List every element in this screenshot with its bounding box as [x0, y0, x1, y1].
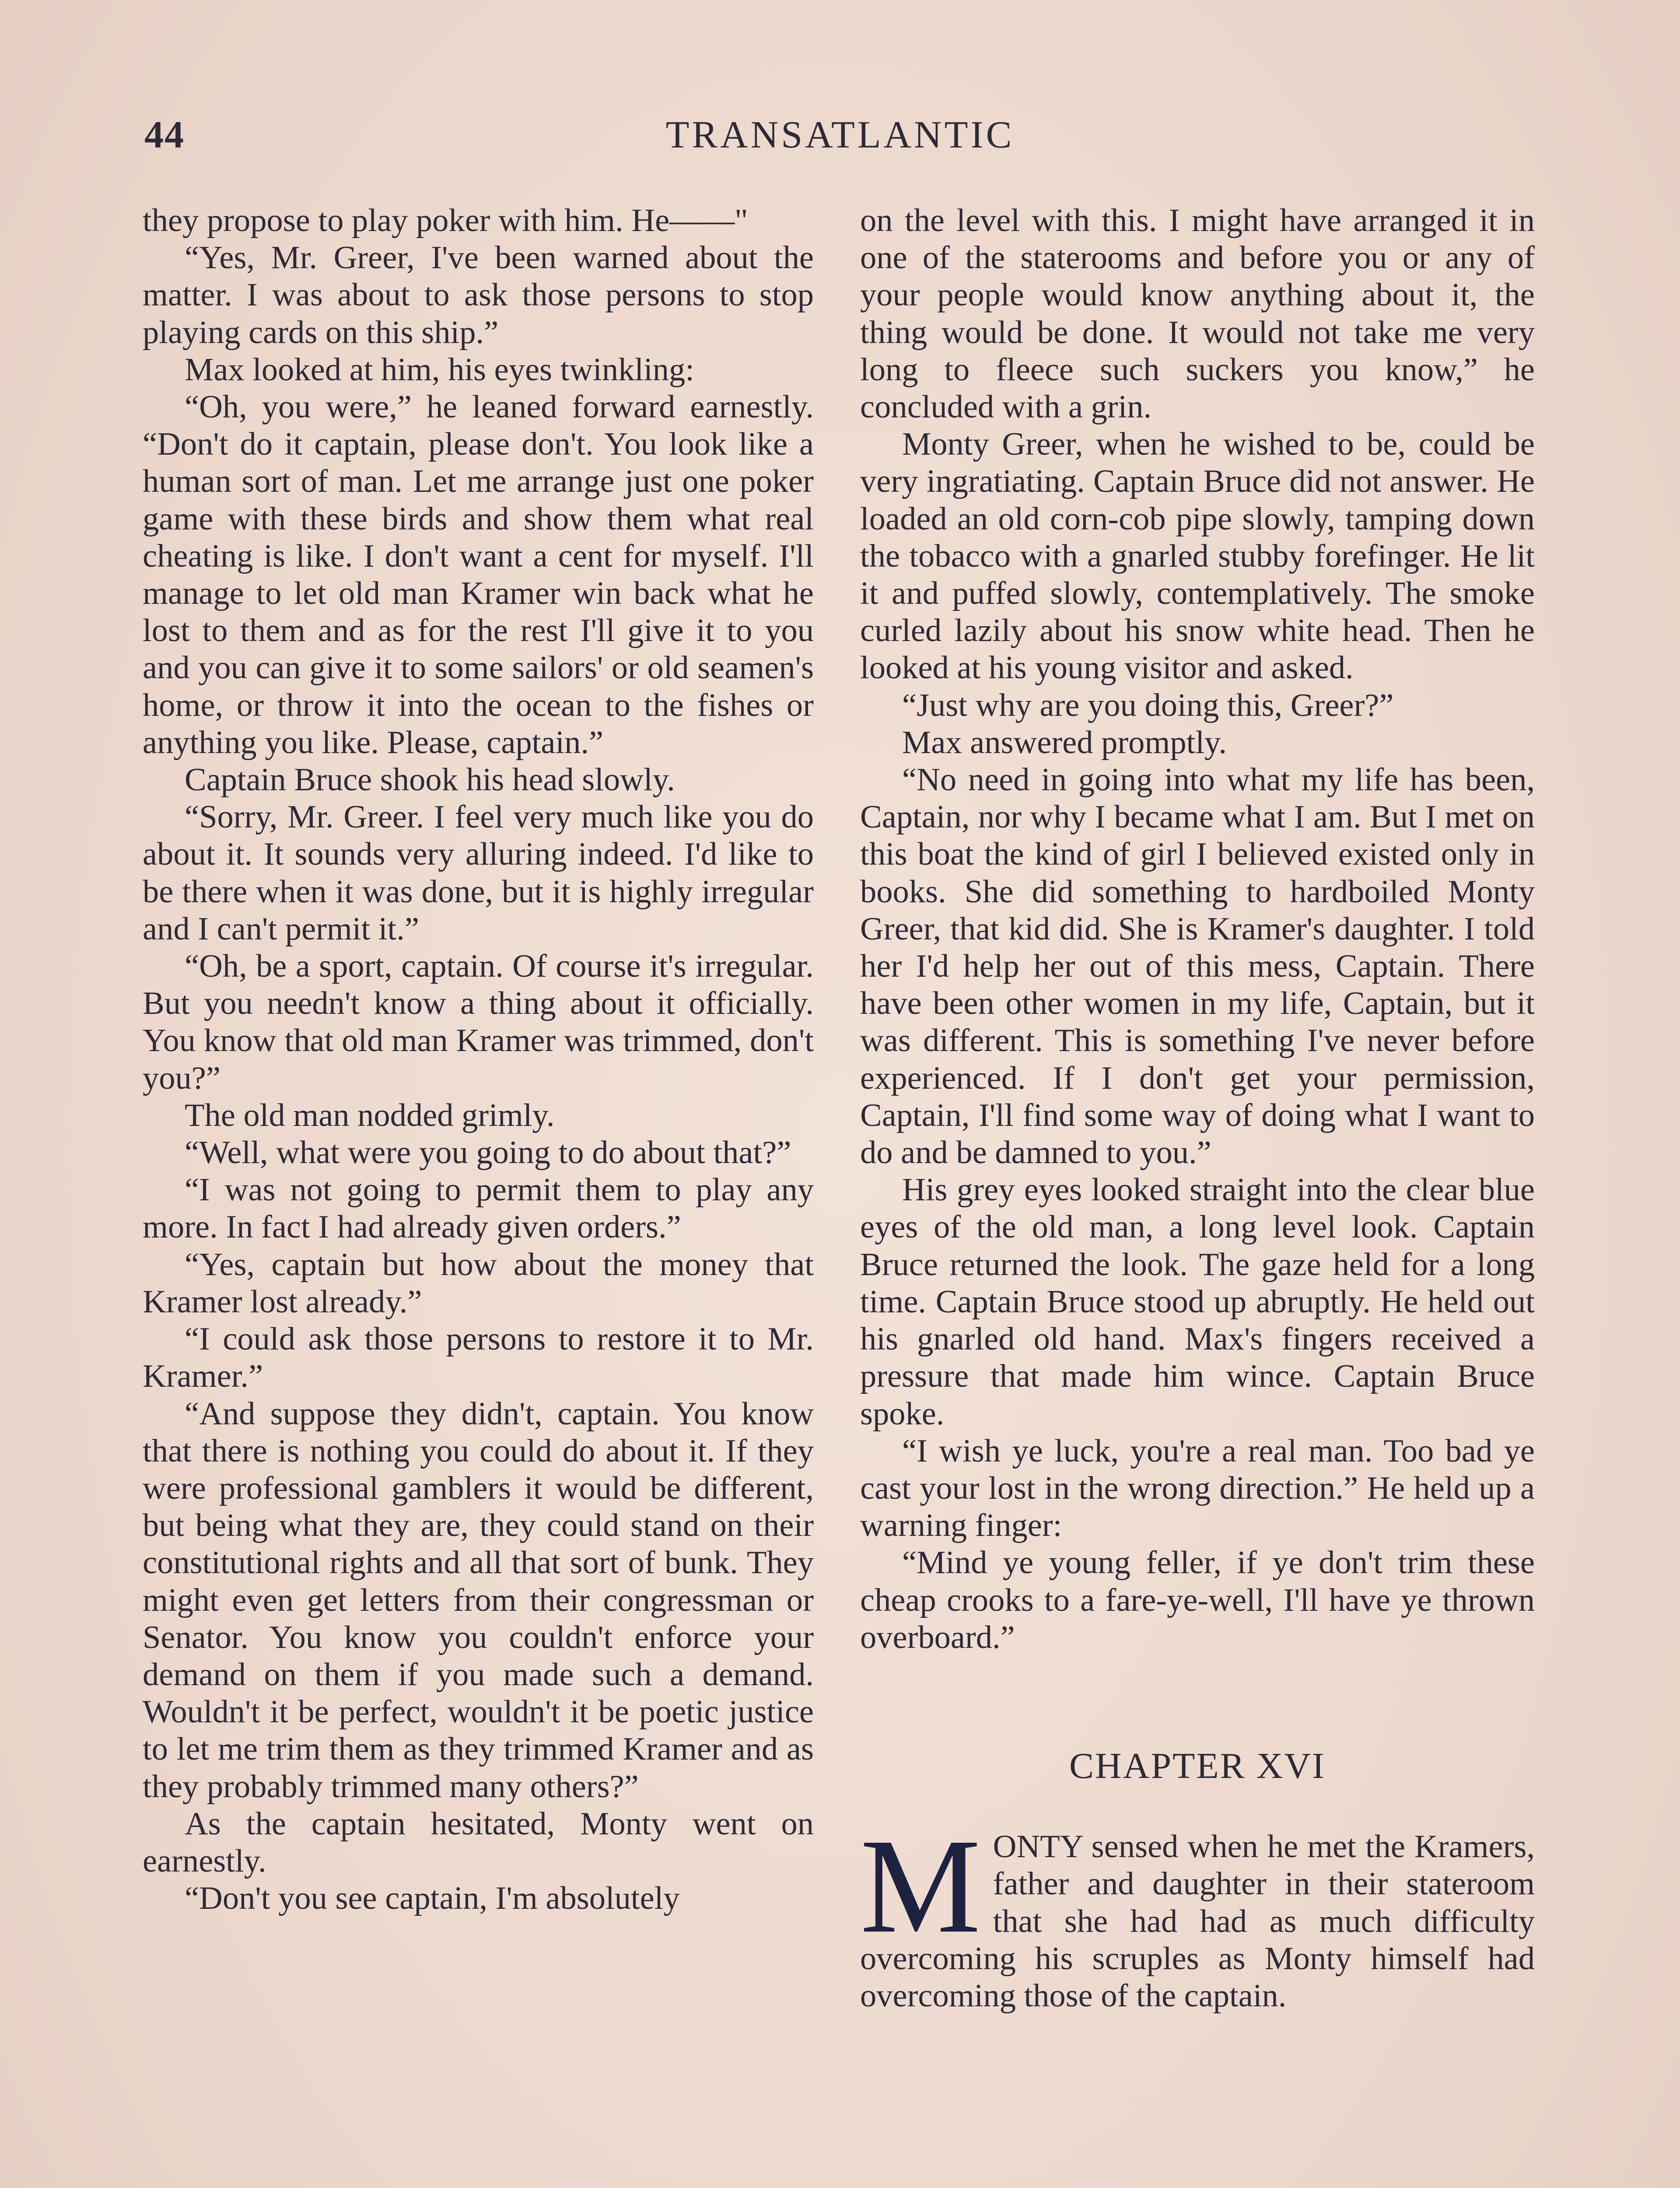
paragraph: “Oh, you were,” he leaned forward earnestly. “Don't do it captain, please don't. You look like a human sort of man. Let me arrange just one poker game with these birds and show them what real cheating is like. I don't want a cent for myself. I'll manage to let old man Kramer win back what he lost to them and as for the rest I'll give it to you and you can give it to some sailors' or old seamen's home, or throw it into the ocean to the fishes or anything you like. Please, captain.” [143, 389, 814, 761]
page-header [144, 113, 1536, 165]
paragraph: they propose to play poker with him. He——" [143, 203, 748, 238]
paragraph: “Sorry, Mr. Greer. I feel very much like you do about it. It sounds very alluring indeed. I'd like to be there when it was done, but it is highly irregular and I can't permit it.” [143, 799, 814, 947]
paragraph: “Don't you see captain, I'm absolutely [185, 1880, 680, 1917]
running-head: TRANSATLANTIC [665, 114, 1015, 156]
paragraph: Max looked at him, his eyes twinkling: [185, 351, 694, 388]
chapter-heading: CHAPTER XVI [1069, 1745, 1326, 1786]
paragraph: “No need in going into what my life has been, Captain, nor why I became what I am. But I met on this boat the kind of girl I believed existed only in books. She did something to hardboiled Monty Greer, that kid did. She is Kramer's daughter. I told her I'd help her out of this mess, Captain. There have been other women in my life, Captain, but it was different. This is something I've never before experienced. If I don't get your permission, Captain, I'll find some way of doing what I want to do and be damned to you.” [860, 762, 1535, 1171]
paragraph: “And suppose they didn't, captain. You know that there is nothing you could do about it. If they were professional gamblers it would be different, but being what they are, they could stand on their constitutional rights and all that sort of bunk. They might even get letters from their congressman or Senator. You know you couldn't enforce your demand on them if you made such a demand. Wouldn't it be perfect, wouldn't it be poetic justice to let me trim them as they trimmed Kramer and as they probably trimmed many others?” [143, 1396, 814, 1805]
paragraph: Max answered promptly. [902, 724, 1227, 761]
paragraph: Monty Greer, when he wished to be, could be very ingratiating. Captain Bruce did not answer. He loaded an old corn-cob pipe slowly, tamping down the tobacco with a gnarled stubby forefinger. He lit it and puffed slowly, contemplatively. The smoke curled lazily about his snow white head. Then he looked at his young visitor and asked. [860, 426, 1535, 686]
paragraph: “I was not going to permit them to play any more. In fact I had already given orders.” [143, 1172, 814, 1245]
paragraph: “I could ask those persons to restore it to Mr. Kramer.” [143, 1321, 814, 1395]
paragraph: “Mind ye young feller, if ye don't trim these cheap crooks to a fare-ye-well, I'll have ye thrown overboard.” [860, 1545, 1535, 1655]
paragraph: “I wish ye luck, you're a real man. Too bad ye cast your lost in the wrong direction.” He held up a warning finger: [860, 1433, 1535, 1544]
right-column [860, 202, 1535, 2015]
paragraph: “Yes, Mr. Greer, I've been warned about the matter. I was about to ask those persons to stop playing cards on this ship.” [143, 240, 814, 351]
chapter-opening-paragraph [860, 1811, 1535, 2015]
paragraph: “Well, what were you going to do about that?” [185, 1135, 791, 1171]
paragraph: “Just why are you doing this, Greer?” [902, 687, 1394, 723]
chapter-opening-text: ONTY sensed when he met the Kramers, father and daughter in their stateroom that she had had as much difficulty overcoming his scruples as Monty himself had overcoming those of the captain. [860, 1829, 1535, 2014]
paragraph: on the level with this. I might have arranged it in one of the staterooms and before you or any of your people would know anything about it, the thing would be done. It would not take me very long to fleece such suckers you know,” he concluded with a grin. [860, 203, 1535, 425]
paragraph: “Yes, captain but how about the money that Kramer lost already.” [143, 1246, 814, 1320]
left-column [143, 202, 814, 1917]
paragraph: His grey eyes looked straight into the clear blue eyes of the old man, a long level look. Captain Bruce returned the look. The gaze held for a long time. Captain Bruce stood up abruptly. He held out his gnarled old hand. Max's fingers received a pressure that made him wince. Captain Bruce spoke. [860, 1172, 1535, 1432]
drop-cap: M [860, 1811, 981, 1962]
paragraph: Captain Bruce shook his head slowly. [185, 762, 675, 798]
paragraph: The old man nodded grimly. [185, 1097, 555, 1133]
paragraph: “Oh, be a sport, captain. Of course it's irregular. But you needn't know a thing about it officially. You know that old man Kramer was trimmed, don't you?” [143, 948, 814, 1096]
page-number: 44 [144, 114, 185, 156]
paragraph: As the captain hesitated, Monty went on earnestly. [143, 1806, 814, 1879]
